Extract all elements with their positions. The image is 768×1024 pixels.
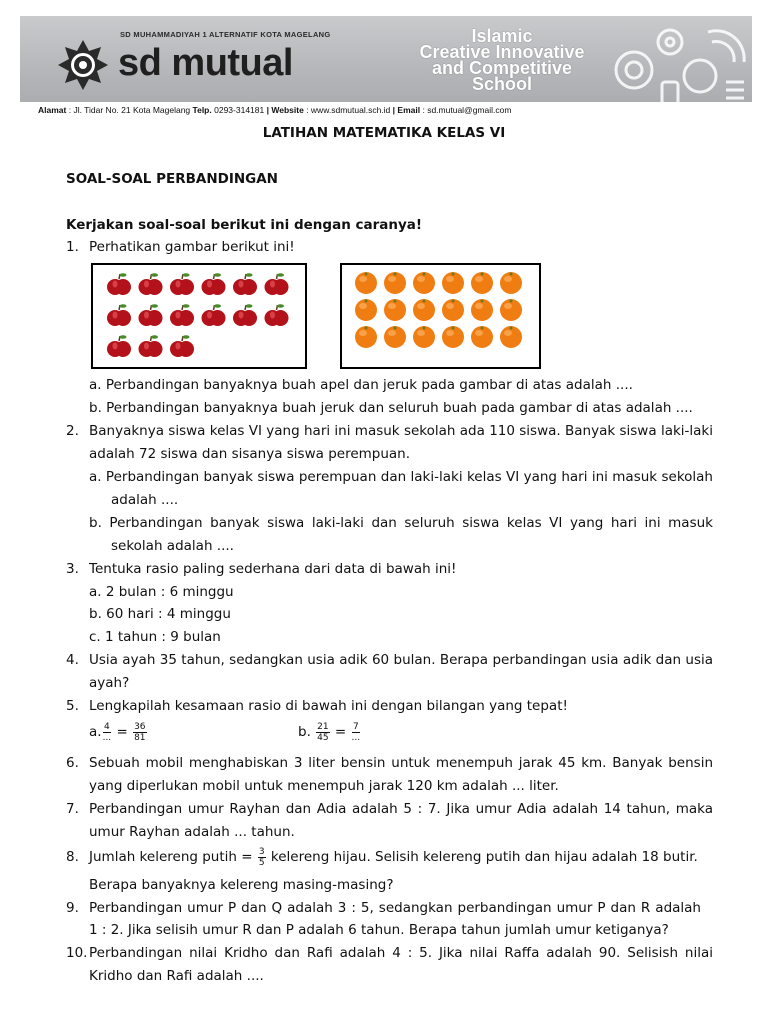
question-text: Lengkapilah kesamaan rasio di bawah ini dengan bilangan yang tepat! (89, 698, 568, 714)
apples-figure (91, 263, 307, 369)
question-number: 4. (66, 652, 79, 668)
numerator: 4 (104, 721, 110, 732)
question-text: ayah? (89, 675, 130, 691)
oranges-drawing (342, 265, 539, 367)
question-number: 3. (66, 561, 79, 577)
address-text: : Jl. Tidar No. 21 Kota Magelang (68, 105, 191, 115)
numerator: 21 (317, 721, 329, 732)
oranges-figure (340, 263, 541, 369)
telp-label: Telp. (192, 105, 212, 115)
apple-icon (170, 304, 194, 326)
question-3b: b. 60 hari : 4 minggu (89, 606, 231, 622)
denominator: ... (351, 732, 361, 743)
fraction (316, 722, 329, 743)
question-number: 2. (66, 423, 79, 439)
question-text (89, 842, 713, 872)
equals-sign: = (334, 724, 347, 740)
question-number: 7. (66, 801, 79, 817)
school-full-name: SD MUHAMMADIYAH 1 ALTERNATIF KOTA MAGELANG (120, 30, 331, 39)
question-number: 6. (66, 755, 79, 771)
fraction (258, 847, 266, 868)
fraction (352, 722, 361, 743)
apple-icon (170, 335, 194, 357)
apple-icon (170, 273, 194, 295)
email-label: Email (397, 105, 421, 115)
question-3c: c. 1 tahun : 9 bulan (89, 629, 221, 645)
question-text: umur Rayhan adalah ... tahun. (89, 824, 295, 840)
denominator: 5 (258, 857, 265, 868)
question-text: Perbandingan umur P dan Q adalah 3 : 5, sedangkan perbandingan umur P dan R adalah (89, 900, 701, 916)
tagline-line: and Competitive (431, 58, 573, 78)
question-text: Perbandingan nilai Kridho dan Rafi adalah 4 : 5. Jika nilai Raffa adalah 90. Selisish nilai (89, 945, 713, 961)
numerator: 7 (352, 721, 359, 732)
question-number: 8. (66, 849, 79, 865)
telp-text: 0293-314181 (214, 105, 265, 115)
numerator: 36 (134, 721, 146, 732)
question-1a: a. Perbandingan banyaknya buah apel dan jeruk pada gambar di atas adalah .... (89, 377, 633, 393)
orange-icon (500, 326, 522, 348)
orange-icon (442, 326, 464, 348)
question-text: Banyaknya siswa kelas VI yang hari ini masuk sekolah ada 110 siswa. Banyak siswa laki-laki (89, 423, 713, 439)
apple-icon (233, 273, 257, 295)
section-title: SOAL-SOAL PERBANDINGAN (66, 171, 278, 187)
apple-icon (139, 335, 163, 357)
orange-icon (355, 326, 377, 348)
decorative-gears-icon (608, 20, 752, 112)
orange-icon (384, 299, 406, 321)
orange-icon (500, 299, 522, 321)
denominator: ... (102, 732, 112, 743)
apple-icon (107, 335, 131, 357)
website-label: Website (271, 105, 304, 115)
orange-icon (500, 272, 522, 294)
apple-icon (202, 273, 226, 295)
question-1b: b. Perbandingan banyaknya buah jeruk dan seluruh buah pada gambar di atas adalah .... (89, 400, 693, 416)
apple-icon (202, 304, 226, 326)
question-number: 10. (66, 945, 88, 961)
tagline-line: School (471, 74, 532, 94)
orange-icon (355, 272, 377, 294)
question-2b: b. Perbandingan banyak siswa laki-laki dan seluruh siswa kelas VI yang hari ini masuk (89, 515, 713, 531)
equals-sign: = (116, 724, 128, 740)
orange-icon (384, 272, 406, 294)
apple-icon (139, 304, 163, 326)
separator: | (392, 105, 396, 115)
ratio-b-label: b. (298, 724, 311, 740)
school-logo-icon (56, 38, 110, 92)
question-text: Perbandingan umur Rayhan dan Adia adalah 5 : 7. Jika umur Adia adalah 14 tahun, maka (89, 801, 713, 817)
question-text: Kridho dan Rafi adalah .... (89, 968, 264, 984)
question-number: 1. (66, 239, 79, 255)
page-title: LATIHAN MATEMATIKA KELAS VI (262, 125, 506, 141)
question-text: Tentuka rasio paling sederhana dari data di bawah ini! (89, 561, 457, 577)
question-number: 9. (66, 900, 79, 916)
question-2a-cont: adalah .... (111, 492, 179, 508)
orange-icon (413, 326, 435, 348)
separator: | (266, 105, 269, 115)
apple-icon (265, 273, 289, 295)
apples-drawing (93, 265, 305, 367)
ratio-a-label: a. (89, 724, 102, 740)
apple-icon (107, 304, 131, 326)
q8-post: kelereng hijau. Selisih kelereng putih dan hijau adalah 18 butir. (270, 849, 698, 865)
question-text: 1 : 2. Jika selisih umur R dan P adalah 6 tahun. Berapa tahun jumlah umur ketiganya? (89, 922, 669, 938)
denominator: 45 (317, 732, 329, 743)
orange-icon (355, 299, 377, 321)
apple-icon (107, 273, 131, 295)
question-3a: a. 2 bulan : 6 minggu (89, 584, 234, 600)
question-text: Sebuah mobil menghabiskan 3 liter bensin untuk menempuh jarak 45 km. Banyak bensin (89, 755, 713, 771)
question-2a: a. Perbandingan banyak siswa perempuan dan laki-laki kelas VI yang hari ini masuk sekolah (89, 469, 713, 485)
tagline-line: Creative Innovative (419, 42, 585, 62)
school-tagline (402, 28, 602, 92)
orange-icon (413, 299, 435, 321)
instruction: Kerjakan soal-soal berikut ini dengan caranya! (66, 217, 423, 233)
address-bar (20, 102, 752, 118)
question-text: adalah 72 siswa dan sisanya siswa perempuan. (89, 446, 411, 462)
school-name: sd mutual (118, 42, 293, 84)
orange-icon (413, 272, 435, 294)
question-text: Berapa banyaknya kelereng masing-masing? (89, 877, 394, 893)
orange-icon (471, 326, 493, 348)
ratio-equation-b (298, 717, 361, 747)
orange-icon (471, 272, 493, 294)
apple-icon (139, 273, 163, 295)
question-text: Usia ayah 35 tahun, sedangkan usia adik 60 bulan. Berapa perbandingan usia adik dan usia (89, 652, 713, 668)
website-text: : www.sdmutual.sch.id (306, 105, 391, 115)
orange-icon (384, 326, 406, 348)
fraction (103, 722, 112, 743)
email-text: : sd.mutual@gmail.com (422, 105, 512, 115)
q8-pre: Jumlah kelereng putih = (89, 849, 253, 865)
orange-icon (471, 299, 493, 321)
question-text: Perhatikan gambar berikut ini! (89, 239, 295, 255)
denominator: 81 (134, 732, 146, 743)
apple-icon (265, 304, 289, 326)
numerator: 3 (258, 846, 265, 857)
question-number: 5. (66, 698, 79, 714)
fraction (133, 722, 146, 743)
orange-icon (442, 299, 464, 321)
orange-icon (442, 272, 464, 294)
apple-icon (233, 304, 257, 326)
question-text: yang diperlukan mobil untuk menempuh jarak 120 km adalah ... liter. (89, 778, 559, 794)
address-label: Alamat (38, 105, 67, 115)
ratio-equation-a (89, 717, 148, 747)
question-2b-cont: sekolah adalah .... (111, 538, 234, 554)
tagline-line: Islamic (471, 26, 533, 46)
